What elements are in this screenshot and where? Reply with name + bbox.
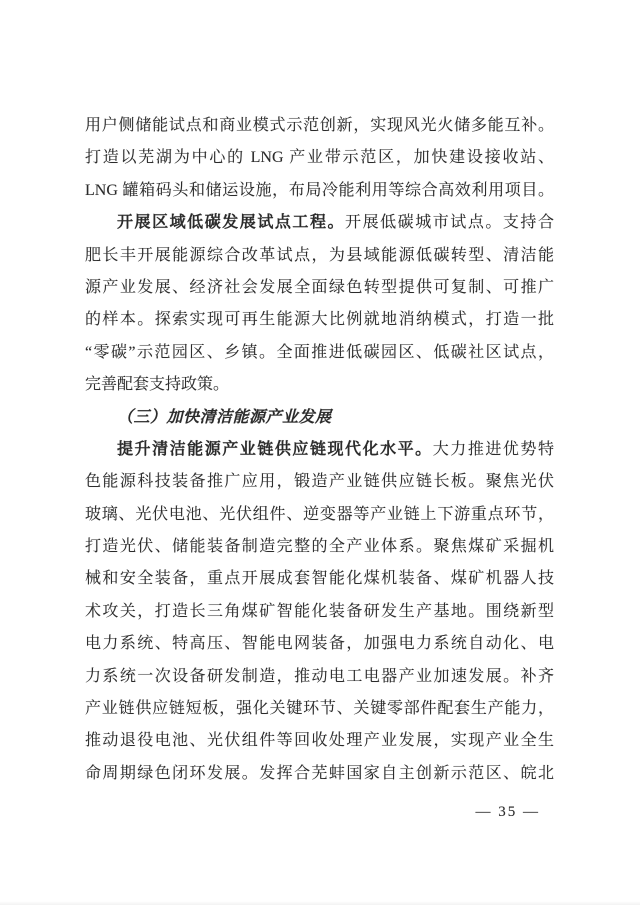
text-line <box>85 110 554 142</box>
text-line <box>85 240 554 272</box>
text-line <box>85 337 554 369</box>
line-text: 打造光伏、储能装备制造完整的全产业体系。聚焦煤矿采掘机 <box>85 538 554 556</box>
line-text: 电力系统、特高压、智能电网装备，加强电力系统自动化、电 <box>85 635 554 653</box>
line-text: 大力推进优势特 <box>432 440 554 458</box>
line-text: （三）加快清洁能源产业发展 <box>117 408 332 426</box>
text-line <box>85 563 554 595</box>
line-text: “零碳”示范园区、乡镇。全面推进低碳园区、低碳社区试点， <box>85 343 554 361</box>
line-text: 的样本。探索实现可再生能源大比例就地消纳模式，打造一批 <box>85 311 554 329</box>
line-text: 用户侧储能试点和商业模式示范创新，实现风光火储多能互补。 <box>85 117 554 134</box>
line-text: 源产业发展、经济社会发展全面绿色转型提供可复制、可推广 <box>85 278 554 296</box>
line-text: LNG 罐箱码头和储运设施，布局冷能利用等综合高效利用项目。 <box>85 181 554 199</box>
text-line <box>85 142 554 174</box>
text-line <box>85 628 554 660</box>
text-line <box>85 693 554 725</box>
line-text: 力系统一次设备研发制造，推动电工电器产业加速发展。补齐 <box>85 667 554 685</box>
text-line <box>85 758 554 790</box>
text-line <box>85 661 554 693</box>
line-text: 命周期绿色闭环发展。发挥合芜蚌国家自主创新示范区、皖北 <box>85 764 554 782</box>
line-text: 完善配套支持政策。 <box>85 376 230 394</box>
text-line <box>85 466 554 498</box>
text-line <box>85 272 554 304</box>
text-line <box>85 304 554 336</box>
text-line <box>85 369 554 401</box>
line-text: 产业链供应链短板，强化关键环节、关键零部件配套生产能力， <box>85 700 554 718</box>
text-line <box>85 725 554 757</box>
text-block <box>85 110 554 790</box>
line-text: 玻璃、光伏电池、光伏组件、逆变器等产业链上下游重点环节， <box>85 505 554 523</box>
text-line <box>85 175 554 207</box>
bold-lead-text: 开展区域低碳发展试点工程。 <box>117 214 346 232</box>
line-text: 打造以芜湖为中心的 LNG 产业带示范区，加快建设接收站、 <box>85 149 554 167</box>
line-text: 械和安全装备，重点开展成套智能化煤机装备、煤矿机器人技 <box>85 570 554 588</box>
line-text: 开展低碳城市试点。支持合 <box>345 214 554 232</box>
page-number: — 35 — <box>475 804 540 820</box>
text-line <box>85 207 554 239</box>
line-text: 术攻关，打造长三角煤矿智能化装备研发生产基地。围绕新型 <box>85 602 554 620</box>
line-text: 色能源科技装备推广应用，锻造产业链供应链长板。聚焦光伏 <box>85 473 554 491</box>
text-line <box>85 531 554 563</box>
text-line <box>85 434 554 466</box>
text-line <box>85 499 554 531</box>
bold-lead-text: 提升清洁能源产业链供应链现代化水平。 <box>117 440 433 458</box>
line-text: 肥长丰开展能源综合改革试点，为县域能源低碳转型、清洁能 <box>85 246 554 264</box>
section-heading <box>85 402 554 434</box>
text-line <box>85 596 554 628</box>
line-text: 推动退役电池、光伏组件等回收处理产业发展，实现产业全生 <box>85 732 554 750</box>
